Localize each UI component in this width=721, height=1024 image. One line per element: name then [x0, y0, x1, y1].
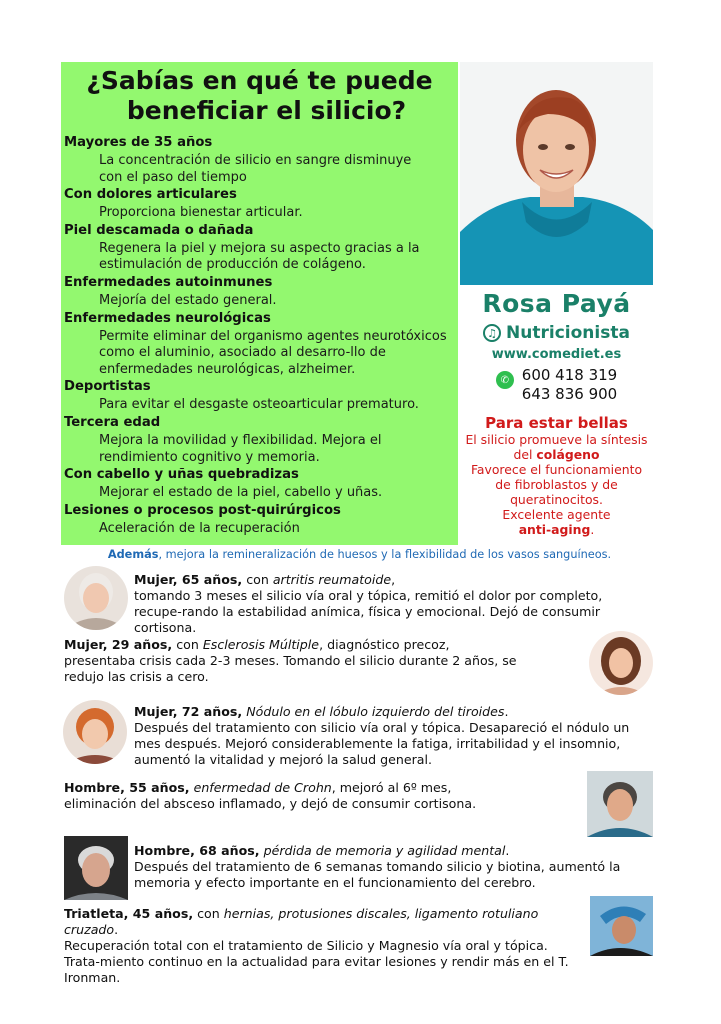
testimonial-condition: Esclerosis Múltiple [202, 637, 320, 652]
testimonial-condition: artritis reumatoide [272, 572, 392, 587]
benefit-item [64, 187, 456, 222]
testimonial [134, 843, 644, 891]
benefit-description: Mejorar el estado de la piel, cabello y uñas. [99, 485, 383, 501]
benefit-description: Aceleración de la recuperación [99, 520, 300, 536]
benefit-description: La concentración de silicio en sangre disminuye con el paso del tiempo [99, 153, 412, 185]
testimonial-avatar [63, 700, 127, 764]
benefit-heading: Lesiones o procesos post-quirúrgicos [64, 502, 341, 518]
beauty-bold-text: colágeno [536, 447, 600, 462]
testimonial-body: eliminación del absceso inflamado, y dejó de consumir cortisona. [64, 796, 477, 811]
nutritionist-name: Rosa Payá [482, 289, 631, 318]
beauty-title: Para estar bellas [485, 414, 628, 432]
testimonial-avatar [64, 566, 128, 630]
profession-row [460, 323, 653, 343]
title-line-1: ¿Sabías en qué te puede [86, 66, 433, 95]
beauty-text: . [590, 522, 595, 537]
benefit-item [64, 275, 456, 310]
testimonial-avatar [589, 631, 653, 695]
benefit-item [64, 135, 456, 186]
beauty-section [460, 414, 653, 537]
benefit-description: Permite eliminar del organismo agentes neurotóxicos como el aluminio, asociado al desarro-llo de enfermedades neurológicas, alzheimer. [99, 328, 447, 377]
testimonial-text: , diagnóstico precoz, [319, 637, 450, 652]
ademas-bold: Además [107, 548, 159, 561]
testimonial-body: Después del tratamiento con silicio vía oral y tópica. Desapareció el nódulo un mes después. Mejoró considerablemente la fatiga, irritabilidad y el insomnio, aumentó la vitalidad y mejoró la salud general. [134, 720, 630, 767]
benefit-item [64, 415, 456, 466]
testimonial [64, 637, 524, 685]
phone-number-1[interactable]: 600 418 319 [521, 366, 618, 384]
testimonial-who: Mujer, 72 años, [134, 704, 243, 719]
testimonial-text: . [504, 704, 509, 719]
benefit-item [64, 379, 456, 414]
testimonial-condition: hernias, protusiones discales, ligamento rotuliano cruzado [64, 906, 539, 937]
beauty-line: Favorece el funcionamiento [470, 462, 643, 477]
beauty-line: de fibroblastos y de [495, 477, 618, 492]
beauty-line [460, 447, 653, 462]
website-link[interactable]: www.comediet.es [491, 347, 622, 362]
benefit-heading: Piel descamada o dañada [64, 222, 254, 238]
nutritionist-photo [460, 62, 653, 285]
benefits-list [64, 135, 456, 538]
testimonial-text: , [391, 572, 396, 587]
phone-number-2[interactable]: 643 836 900 [521, 385, 618, 403]
testimonial-condition: Nódulo en el lóbulo izquierdo del tiroides [246, 704, 505, 719]
beauty-line [460, 522, 653, 537]
testimonial-who: Mujer, 29 años, [64, 637, 173, 652]
testimonial-body: tomando 3 meses el silicio vía oral y tópica, remitió el dolor por completo, recupe-rando la estabilidad anímica, física y emocional. Dejó de consumir cortisona. [134, 588, 603, 635]
benefit-description: Mejoría del estado general. [99, 292, 277, 308]
testimonial-body: Recuperación total con el tratamiento de Silicio y Magnesio vía oral y tópica. Trata-miento continuo en la actualidad para evitar lesiones y rendir más en el T. Ironman. [64, 938, 569, 985]
avatar-illustration [590, 896, 653, 956]
beauty-line: queratinocitos. [510, 492, 603, 507]
benefit-heading: Enfermedades autoinmunes [64, 274, 273, 290]
benefit-description: Para evitar el desgaste osteoarticular prematuro. [99, 397, 419, 413]
testimonial-who: Hombre, 68 años, [134, 843, 260, 858]
testimonial-text: , mejoró al 6º mes, [331, 780, 452, 795]
benefit-item [64, 503, 456, 538]
benefit-description: Proporciona bienestar articular. [99, 205, 303, 221]
benefit-item [64, 311, 456, 379]
beauty-text: del [513, 447, 537, 462]
profession-label: Nutricionista [506, 323, 630, 343]
beauty-bold-text: anti-aging [518, 522, 591, 537]
testimonial-text: con [172, 637, 203, 652]
ademas-text: , mejora la remineralización de huesos y la flexibilidad de los vasos sanguíneos. [158, 548, 612, 561]
testimonial [134, 704, 650, 768]
benefit-heading: Con dolores articulares [64, 187, 237, 203]
benefit-heading: Mayores de 35 años [64, 135, 213, 150]
avatar-illustration [64, 836, 128, 900]
title-line-2: beneficiar el silicio? [126, 96, 407, 125]
testimonial-text: con [193, 906, 224, 921]
benefit-heading: Con cabello y uñas quebradizas [64, 467, 299, 483]
phones-row [460, 366, 653, 404]
testimonial-body: Después del tratamiento de 6 semanas tomando silicio y biotina, aumentó la memoria y efecto importante en el funcionamiento del cerebro. [134, 859, 621, 890]
testimonial-text: . [505, 843, 510, 858]
testimonial-condition: enfermedad de Crohn [193, 780, 332, 795]
beauty-line: Excelente agente [502, 507, 611, 522]
testimonial-condition: pérdida de memoria y agilidad mental [263, 843, 506, 858]
testimonial-who: Triatleta, 45 años, [64, 906, 194, 921]
benefit-heading: Tercera edad [64, 414, 161, 430]
benefit-item [64, 223, 456, 274]
whatsapp-icon: ✆ [496, 371, 514, 389]
testimonial-avatar [587, 771, 653, 837]
page-title [63, 66, 456, 126]
testimonial [134, 572, 654, 636]
nutrition-logo-icon: ♫ [483, 324, 501, 342]
testimonial [64, 906, 586, 986]
benefit-description: Mejora la movilidad y flexibilidad. Mejora el rendimiento cognitivo y memoria. [99, 432, 382, 465]
avatar-illustration [63, 700, 127, 764]
testimonial-text: . [114, 922, 119, 937]
testimonial-text: con [242, 572, 273, 587]
beauty-line: El silicio promueve la síntesis [465, 432, 648, 447]
testimonial-who: Hombre, 55 años, [64, 780, 190, 795]
avatar-illustration [589, 631, 653, 695]
testimonial-avatar [590, 896, 653, 956]
testimonial [64, 780, 534, 812]
contact-block [460, 287, 653, 537]
benefit-description: Regenera la piel y mejora su aspecto gracias a la estimulación de producción de colágeno. [99, 240, 420, 273]
testimonial-who: Mujer, 65 años, [134, 572, 243, 587]
testimonial-avatar [64, 836, 128, 900]
ademas-note [61, 548, 658, 561]
benefit-item [64, 467, 456, 502]
nutritionist-portrait-illustration [460, 62, 653, 285]
avatar-illustration [587, 771, 653, 837]
benefit-heading: Enfermedades neurológicas [64, 310, 271, 326]
avatar-illustration [64, 566, 128, 630]
testimonial-body: presentaba crisis cada 2-3 meses. Tomando el silicio durante 2 años, se redujo las crisis a cero. [64, 653, 517, 684]
benefit-heading: Deportistas [64, 379, 151, 395]
